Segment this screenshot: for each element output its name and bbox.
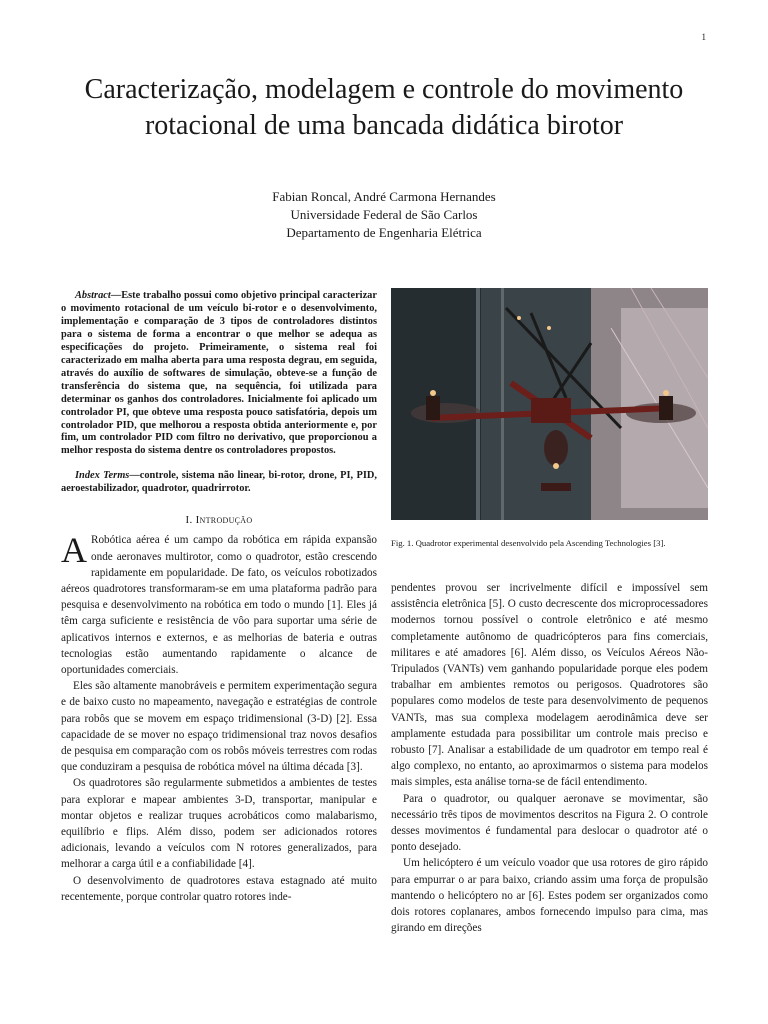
right-paragraph-1: pendentes provou ser incrivelmente difícil e impossível sem assistência eletrônica [5]. O custo decrescente dos microprocessadores modernos tornou possível o controle eletrônico e até mesmo completamente autônomo de quadricópteros para fins comerciais, militares e até amadores [6]. Além disso, os Veículos Aéreos Não-Tripulados (VANTs) vem ganhando popularidade porque eles podem trabalhar em ambientes remotos ou perigosos. Quadrotores são populares como modelos de teste para desenvolvimento de pequenos VANTs, mas sua complexa modelagem aerodinâmica deve ser amplamente estudada para possibilitar um controle mais preciso e robusto [7]. Analisar a estabilidade de um quadrotor em tempo real é algo complexo, no entanto, ao aproximarmos o sistema para modelos mais simples, esta análise torna-se de fácil entendimento. (391, 582, 708, 789)
author-block (60, 188, 708, 242)
affiliation: Universidade Federal de São Carlos (290, 207, 478, 222)
index-terms (61, 470, 377, 496)
quadrotor-illustration (391, 288, 708, 520)
figure-caption: Fig. 1. Quadrotor experimental desenvolvido pela Ascending Technologies [3]. (391, 538, 666, 548)
right-column (391, 288, 708, 936)
page-number: 1 (701, 32, 706, 42)
right-paragraph-2: Para o quadrotor, ou qualquer aeronave se movimentar, são necessário três tipos de movimentos descritos na Figura 2. O controle desses movimentos é fundamental para deslocar o quadrotor até o ponto desejado. (391, 792, 708, 854)
abstract-lead: Abstract (75, 290, 111, 301)
paper-title: Caracterização, modelagem e controle do movimento rotacional de uma bancada didática birotor (84, 74, 684, 141)
department: Departamento de Engenharia Elétrica (286, 225, 482, 240)
intro-paragraph-1 (61, 532, 377, 678)
right-body (391, 580, 708, 936)
index-terms-text: —controle, sistema não linear, bi-rotor, drone, PI, PID, aeroestabilizador, quadrotor, quadrirrotor. (61, 470, 377, 495)
intro-paragraph-4: O desenvolvimento de quadrotores estava estagnado até muito recentemente, porque controlar quatro rotores inde- (61, 874, 377, 903)
right-paragraph-3: Um helicóptero é um veículo voador que usa rotores de giro rápido para empurrar o ar para baixo, criando assim uma força de propulsão mantendo o helicóptero no ar [6]. Estes podem ser organizados como dois rotores coplanares, ambos fornecendo impulso para cima, mas girando em direções (391, 857, 708, 935)
drop-cap: A (61, 530, 87, 571)
section-heading-introduction: I. Introdução (185, 514, 253, 527)
intro-paragraph-3: Os quadrotores são regularmente submetidos a ambientes de testes para explorar e mapear ambientes 3-D, transportar, manipular e montar objetos e realizar truques acrobáticos como malabarismo, equilíbrio e flips. Além disso, podem ser adicionados rotores adicionais, levando a veículos com N rotores generalizados, para melhorar a carga útil e a confiabilidade [4]. (61, 777, 377, 871)
index-terms-lead: Index Terms (75, 470, 130, 482)
author-names: Fabian Roncal, André Carmona Hernandes (272, 189, 496, 204)
introduction-body (61, 532, 377, 905)
intro-paragraph-2: Eles são altamente manobráveis e permitem experimentação segura e de baixo custo no mapeamento, navegação e estratégias de controle para robôs que se movem em espaço tridimensional (3-D) [2]. Essa capacidade de se mover no espaço tridimensional traz novos desafios de pesquisa em comparação com os robôs móveis terrestres com rodas que conduziram a pesquisa de robótica móvel na última década [3]. (61, 680, 377, 774)
quadrotor-photo (391, 288, 708, 520)
intro-paragraph-1-text: Robótica aérea é um campo da robótica em rápida expansão onde aeronaves multirotor, como o quadrotor, estão crescendo rapidamente em popularidade. De fato, os veículos robotizados aéreos quadrotores transformaram-se em uma plataforma padrão para pesquisa e desenvolvimento na robótica em todo o mundo [1]. Eles já têm carga suficiente e resistência de vôo para suportar uma série de aplicativos internos e externos, e as melhorias de bateria e outras tecnologias estão aumentando rapidamente o alcance de oportunidades comerciais. (61, 534, 377, 676)
abstract (61, 290, 377, 458)
abstract-text: —Este trabalho possui como objetivo principal caracterizar o movimento rotacional de um veículo bi-rotor e o desenvolvimento, implementação e comparação de 3 tipos de controladores distintos para o sistema de forma a encontrar o que melhor se adequa as especificações do projeto. Primeiramente, o sistema real foi caracterizado em malha aberta para uma resposta degrau, em seguida, através do auxílio de softwares de simulação, obteve-se a função de transferência do sistema que, na sequência, foi utilizada para determinar os ganhos dos controladores. Inicialmente foi aplicado um controlador PI, que obteve uma resposta pouco satisfatória, depois um controlador PID, que melhorou a resposta obtida anteriormente e, por fim, um controlador PID com filtro no derivativo, que proporcionou a melhor resposta do sistema dentre os controladores propostos. (61, 290, 377, 457)
left-column (61, 290, 377, 905)
